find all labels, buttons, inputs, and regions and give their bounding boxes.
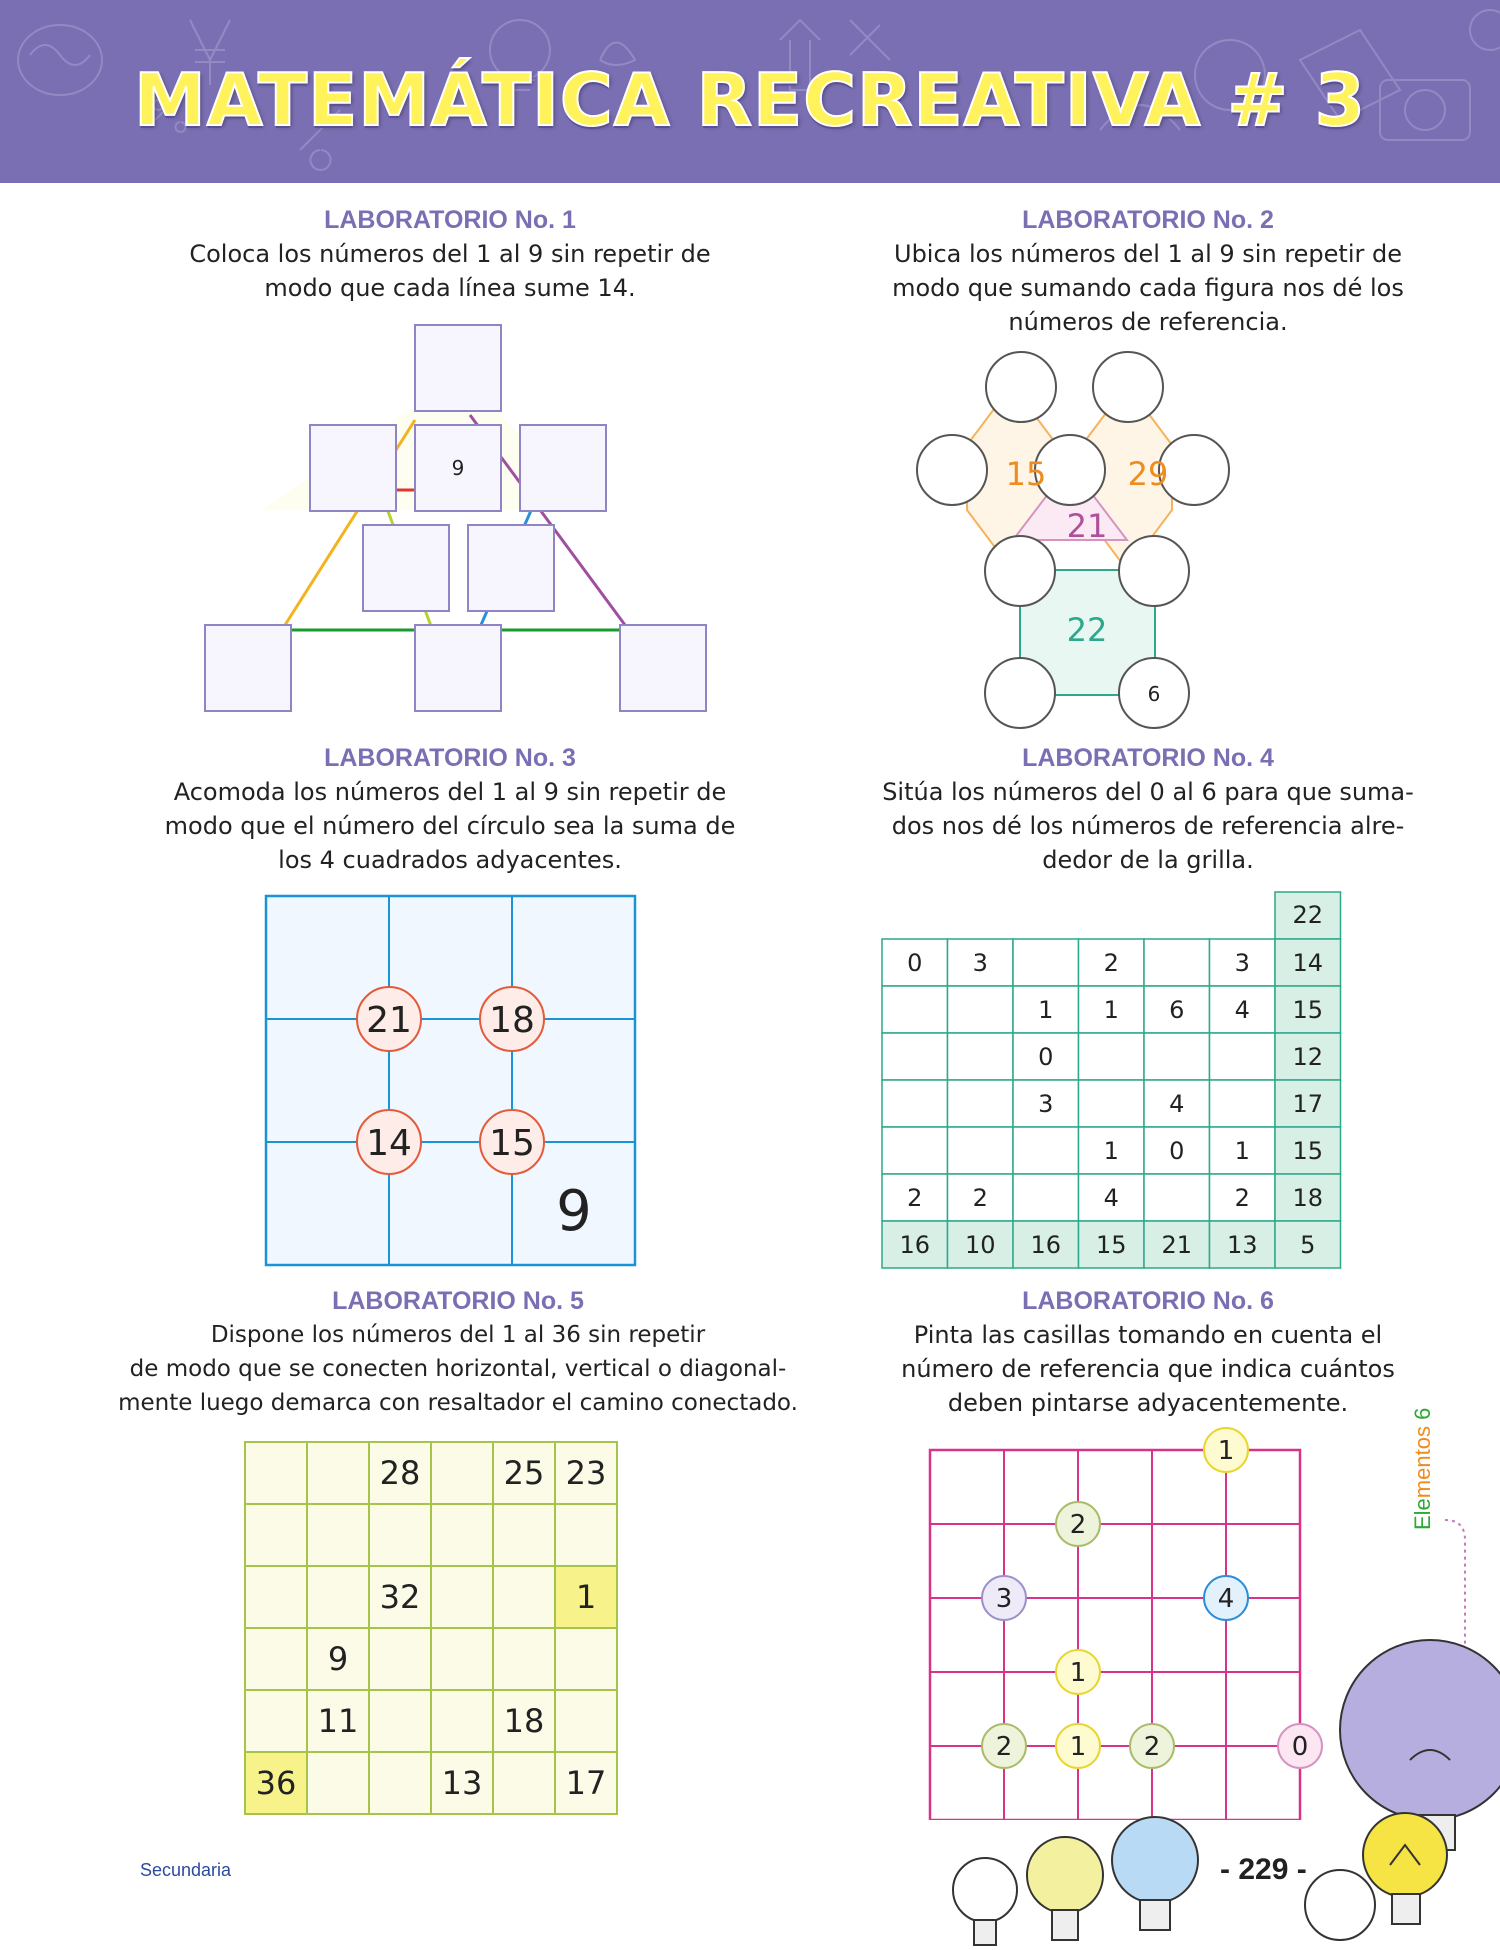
- desc-line: Acomoda los números del 1 al 9 sin repetir de: [173, 778, 727, 806]
- grid-cell[interactable]: [431, 1504, 493, 1566]
- grid-cell[interactable]: [1210, 1033, 1276, 1080]
- grid-cell[interactable]: [1144, 939, 1210, 986]
- header-banner: [0, 0, 1500, 183]
- answer-circle[interactable]: [1093, 352, 1163, 422]
- grid-cell[interactable]: [307, 1442, 369, 1504]
- footer-level-label: Secundaria: [140, 1860, 232, 1880]
- grid-cell[interactable]: [307, 1566, 369, 1628]
- sum-value: 18: [1292, 1184, 1324, 1212]
- grid-cell[interactable]: [555, 1628, 617, 1690]
- given-number: 9: [451, 456, 465, 480]
- grid-cell[interactable]: [245, 1504, 307, 1566]
- grid-cell[interactable]: [948, 986, 1014, 1033]
- diagonal-sum-value: 22: [1292, 901, 1324, 929]
- lab3-title: LABORATORIO No. 3: [324, 744, 576, 772]
- ref-number-bottom: 22: [1066, 611, 1108, 649]
- grid-cell[interactable]: [245, 1628, 307, 1690]
- desc-line: modo que cada línea sume 14.: [264, 274, 636, 302]
- lab4-title: LABORATORIO No. 4: [1022, 744, 1274, 772]
- cell-number: 18: [503, 1702, 545, 1740]
- cell-value: 1: [1103, 1137, 1119, 1165]
- bulb-icon: [953, 1858, 1017, 1945]
- bulb-icon: [1027, 1837, 1103, 1940]
- cell-value: 3: [1038, 1090, 1054, 1118]
- lab1-description: [130, 237, 770, 305]
- cell-number: 25: [503, 1454, 545, 1492]
- reference-number: 0: [1291, 1732, 1309, 1762]
- answer-circle[interactable]: [985, 658, 1055, 728]
- grid-cell[interactable]: [882, 1127, 948, 1174]
- desc-line: los 4 cuadrados adyacentes.: [278, 846, 622, 874]
- answer-box[interactable]: [415, 325, 501, 411]
- circle-value: 14: [366, 1123, 412, 1164]
- lab5-description: [118, 1318, 798, 1420]
- grid-cell[interactable]: [245, 1442, 307, 1504]
- bulb-icon: [1112, 1817, 1198, 1930]
- sum-value: 5: [1300, 1231, 1316, 1259]
- grid-cell[interactable]: [1013, 1127, 1079, 1174]
- desc-line: Coloca los números del 1 al 9 sin repetir de: [189, 240, 711, 268]
- side-label-part: mentos: [1410, 1426, 1435, 1499]
- grid-cell[interactable]: [882, 986, 948, 1033]
- sum-value: 16: [1030, 1231, 1062, 1259]
- cell-value: 0: [1169, 1137, 1185, 1165]
- cell-value: 4: [1234, 996, 1250, 1024]
- cell-value: 2: [1234, 1184, 1250, 1212]
- grid-cell[interactable]: [1013, 939, 1079, 986]
- bulb-icon: [1305, 1870, 1375, 1940]
- side-label-part: 6: [1410, 1407, 1435, 1427]
- desc-line: dos nos dé los números de referencia alre-: [891, 812, 1405, 840]
- grid-cell[interactable]: [948, 1127, 1014, 1174]
- lab2-figures-puzzle: [900, 345, 1280, 740]
- lab5-number-path-grid: [243, 1440, 683, 1816]
- grid-cell[interactable]: [369, 1690, 431, 1752]
- answer-box[interactable]: [415, 625, 501, 711]
- grid-cell[interactable]: [493, 1504, 555, 1566]
- cell-value: 2: [972, 1184, 988, 1212]
- cell-value: 6: [1169, 996, 1185, 1024]
- sum-value: 12: [1292, 1043, 1324, 1071]
- cell-value: 4: [1169, 1090, 1185, 1118]
- grid-cell[interactable]: [431, 1628, 493, 1690]
- reference-number: 1: [1069, 1658, 1087, 1688]
- answer-box[interactable]: [363, 525, 449, 611]
- lab1-title: LABORATORIO No. 1: [324, 206, 576, 234]
- grid-cell[interactable]: [555, 1690, 617, 1752]
- cell-number: 13: [441, 1764, 483, 1802]
- cell-number: 36: [255, 1764, 297, 1802]
- lab4-sum-grid: [880, 890, 1350, 1270]
- desc-line: Dispone los números del 1 al 36 sin repetir: [210, 1322, 706, 1348]
- cell-number: 23: [565, 1454, 607, 1492]
- ref-number-middle: 21: [1066, 507, 1108, 545]
- cell-value: 1: [1234, 1137, 1250, 1165]
- cell-value: 3: [972, 949, 988, 977]
- grid-cell[interactable]: [1210, 1080, 1276, 1127]
- sum-value: 21: [1161, 1231, 1193, 1259]
- sum-value: 15: [1292, 996, 1324, 1024]
- given-number: 6: [1147, 682, 1161, 706]
- cell-number: 32: [379, 1578, 421, 1616]
- reference-number: 2: [995, 1732, 1013, 1762]
- desc-line: modo que sumando cada figura nos dé los: [892, 274, 1404, 302]
- desc-line: números de referencia.: [1008, 308, 1288, 336]
- desc-line: Ubica los números del 1 al 9 sin repetir de: [894, 240, 1402, 268]
- grid-cell[interactable]: [1144, 1174, 1210, 1221]
- answer-circle[interactable]: [1119, 536, 1189, 606]
- grid-cell[interactable]: [369, 1752, 431, 1814]
- answer-box[interactable]: [205, 625, 291, 711]
- cell-value: 4: [1103, 1184, 1119, 1212]
- page-number: - 229 -: [1220, 1853, 1307, 1886]
- cell-number: 17: [565, 1764, 607, 1802]
- lab3-description: [130, 775, 770, 877]
- page-title: MATEMÁTICA RECREATIVA # 3: [134, 58, 1366, 142]
- grid-cell[interactable]: [882, 1080, 948, 1127]
- circle-value: 15: [489, 1123, 535, 1164]
- grid-cell[interactable]: [431, 1442, 493, 1504]
- answer-box[interactable]: [310, 425, 396, 511]
- answer-box[interactable]: [468, 525, 554, 611]
- lab2-title: LABORATORIO No. 2: [1022, 206, 1274, 234]
- grid-cell[interactable]: [1144, 1033, 1210, 1080]
- grid-cell[interactable]: [948, 1080, 1014, 1127]
- desc-line: número de referencia que indica cuántos: [901, 1355, 1395, 1383]
- ref-number-right: 29: [1127, 455, 1169, 493]
- cell-value: 2: [1103, 949, 1119, 977]
- lightbulbs-decoration: [940, 1470, 1500, 1950]
- grid-cell[interactable]: [245, 1566, 307, 1628]
- cell-value: 2: [907, 1184, 923, 1212]
- lab6-title: LABORATORIO No. 6: [1022, 1287, 1274, 1315]
- grid-cell[interactable]: [307, 1752, 369, 1814]
- answer-box[interactable]: [620, 625, 706, 711]
- desc-line: de modo que se conecten horizontal, vertical o diagonal-: [129, 1356, 787, 1382]
- desc-line: mente luego demarca con resaltador el camino conectado.: [118, 1390, 798, 1416]
- given-number: 9: [556, 1179, 592, 1244]
- sum-value: 16: [899, 1231, 931, 1259]
- cell-number: 9: [327, 1640, 349, 1678]
- desc-line: Sitúa los números del 0 al 6 para que suma-: [882, 778, 1414, 806]
- grid-cell[interactable]: [493, 1628, 555, 1690]
- lab2-description: [828, 237, 1468, 339]
- desc-line: modo que el número del círculo sea la suma de: [164, 812, 736, 840]
- cell-value: 0: [907, 949, 923, 977]
- grid-cell[interactable]: [882, 1033, 948, 1080]
- grid-cell[interactable]: [1013, 1174, 1079, 1221]
- sum-value: 14: [1292, 949, 1324, 977]
- lab4-description: [828, 775, 1468, 877]
- cell-number: 11: [317, 1702, 359, 1740]
- lab1-triangle-puzlle: [200, 320, 720, 720]
- grid-cell[interactable]: [555, 1504, 617, 1566]
- cell-value: 1: [1103, 996, 1119, 1024]
- ref-number-left: 15: [1005, 455, 1047, 493]
- grid-cell[interactable]: [1079, 1080, 1145, 1127]
- grid-cell[interactable]: [948, 1033, 1014, 1080]
- grid-cell[interactable]: [369, 1504, 431, 1566]
- answer-box[interactable]: [520, 425, 606, 511]
- sum-value: 15: [1292, 1137, 1324, 1165]
- reference-number: 2: [1069, 1510, 1087, 1540]
- sum-value: 10: [964, 1231, 996, 1259]
- cell-number: 28: [379, 1454, 421, 1492]
- grid-cell[interactable]: [431, 1566, 493, 1628]
- circle-value: 18: [489, 1000, 535, 1041]
- cell-value: 3: [1234, 949, 1250, 977]
- cell-value: 0: [1038, 1043, 1054, 1071]
- grid-cell[interactable]: [369, 1628, 431, 1690]
- side-label-part: Ele: [1410, 1498, 1435, 1530]
- desc-line: dedor de la grilla.: [1042, 846, 1254, 874]
- desc-line: Pinta las casillas tomando en cuenta el: [913, 1321, 1383, 1349]
- desc-line: deben pintarse adyacentemente.: [947, 1389, 1349, 1417]
- reference-number: 1: [1217, 1436, 1235, 1466]
- grid-cell[interactable]: [493, 1566, 555, 1628]
- lab6-description: [828, 1318, 1468, 1420]
- answer-circle[interactable]: [917, 435, 987, 505]
- cell-number: 1: [575, 1578, 597, 1616]
- cell-value: 1: [1038, 996, 1054, 1024]
- answer-circle[interactable]: [985, 536, 1055, 606]
- grid-cell[interactable]: [307, 1504, 369, 1566]
- sum-value: 17: [1292, 1090, 1324, 1118]
- grid-cell[interactable]: [493, 1752, 555, 1814]
- answer-circle[interactable]: [1159, 435, 1229, 505]
- sum-value: 15: [1095, 1231, 1127, 1259]
- circle-value: 21: [366, 1000, 412, 1041]
- lab5-title: LABORATORIO No. 5: [332, 1287, 584, 1315]
- grid-cell[interactable]: [1079, 1033, 1145, 1080]
- sum-value: 13: [1226, 1231, 1258, 1259]
- lab3-grid-puzzle: [264, 894, 638, 1268]
- reference-number: 3: [995, 1584, 1013, 1614]
- grid-cell[interactable]: [431, 1690, 493, 1752]
- reference-number: 2: [1143, 1732, 1161, 1762]
- reference-number: 1: [1069, 1732, 1087, 1762]
- reference-number: 4: [1217, 1584, 1235, 1614]
- grid-cell[interactable]: [245, 1690, 307, 1752]
- answer-circle[interactable]: [986, 352, 1056, 422]
